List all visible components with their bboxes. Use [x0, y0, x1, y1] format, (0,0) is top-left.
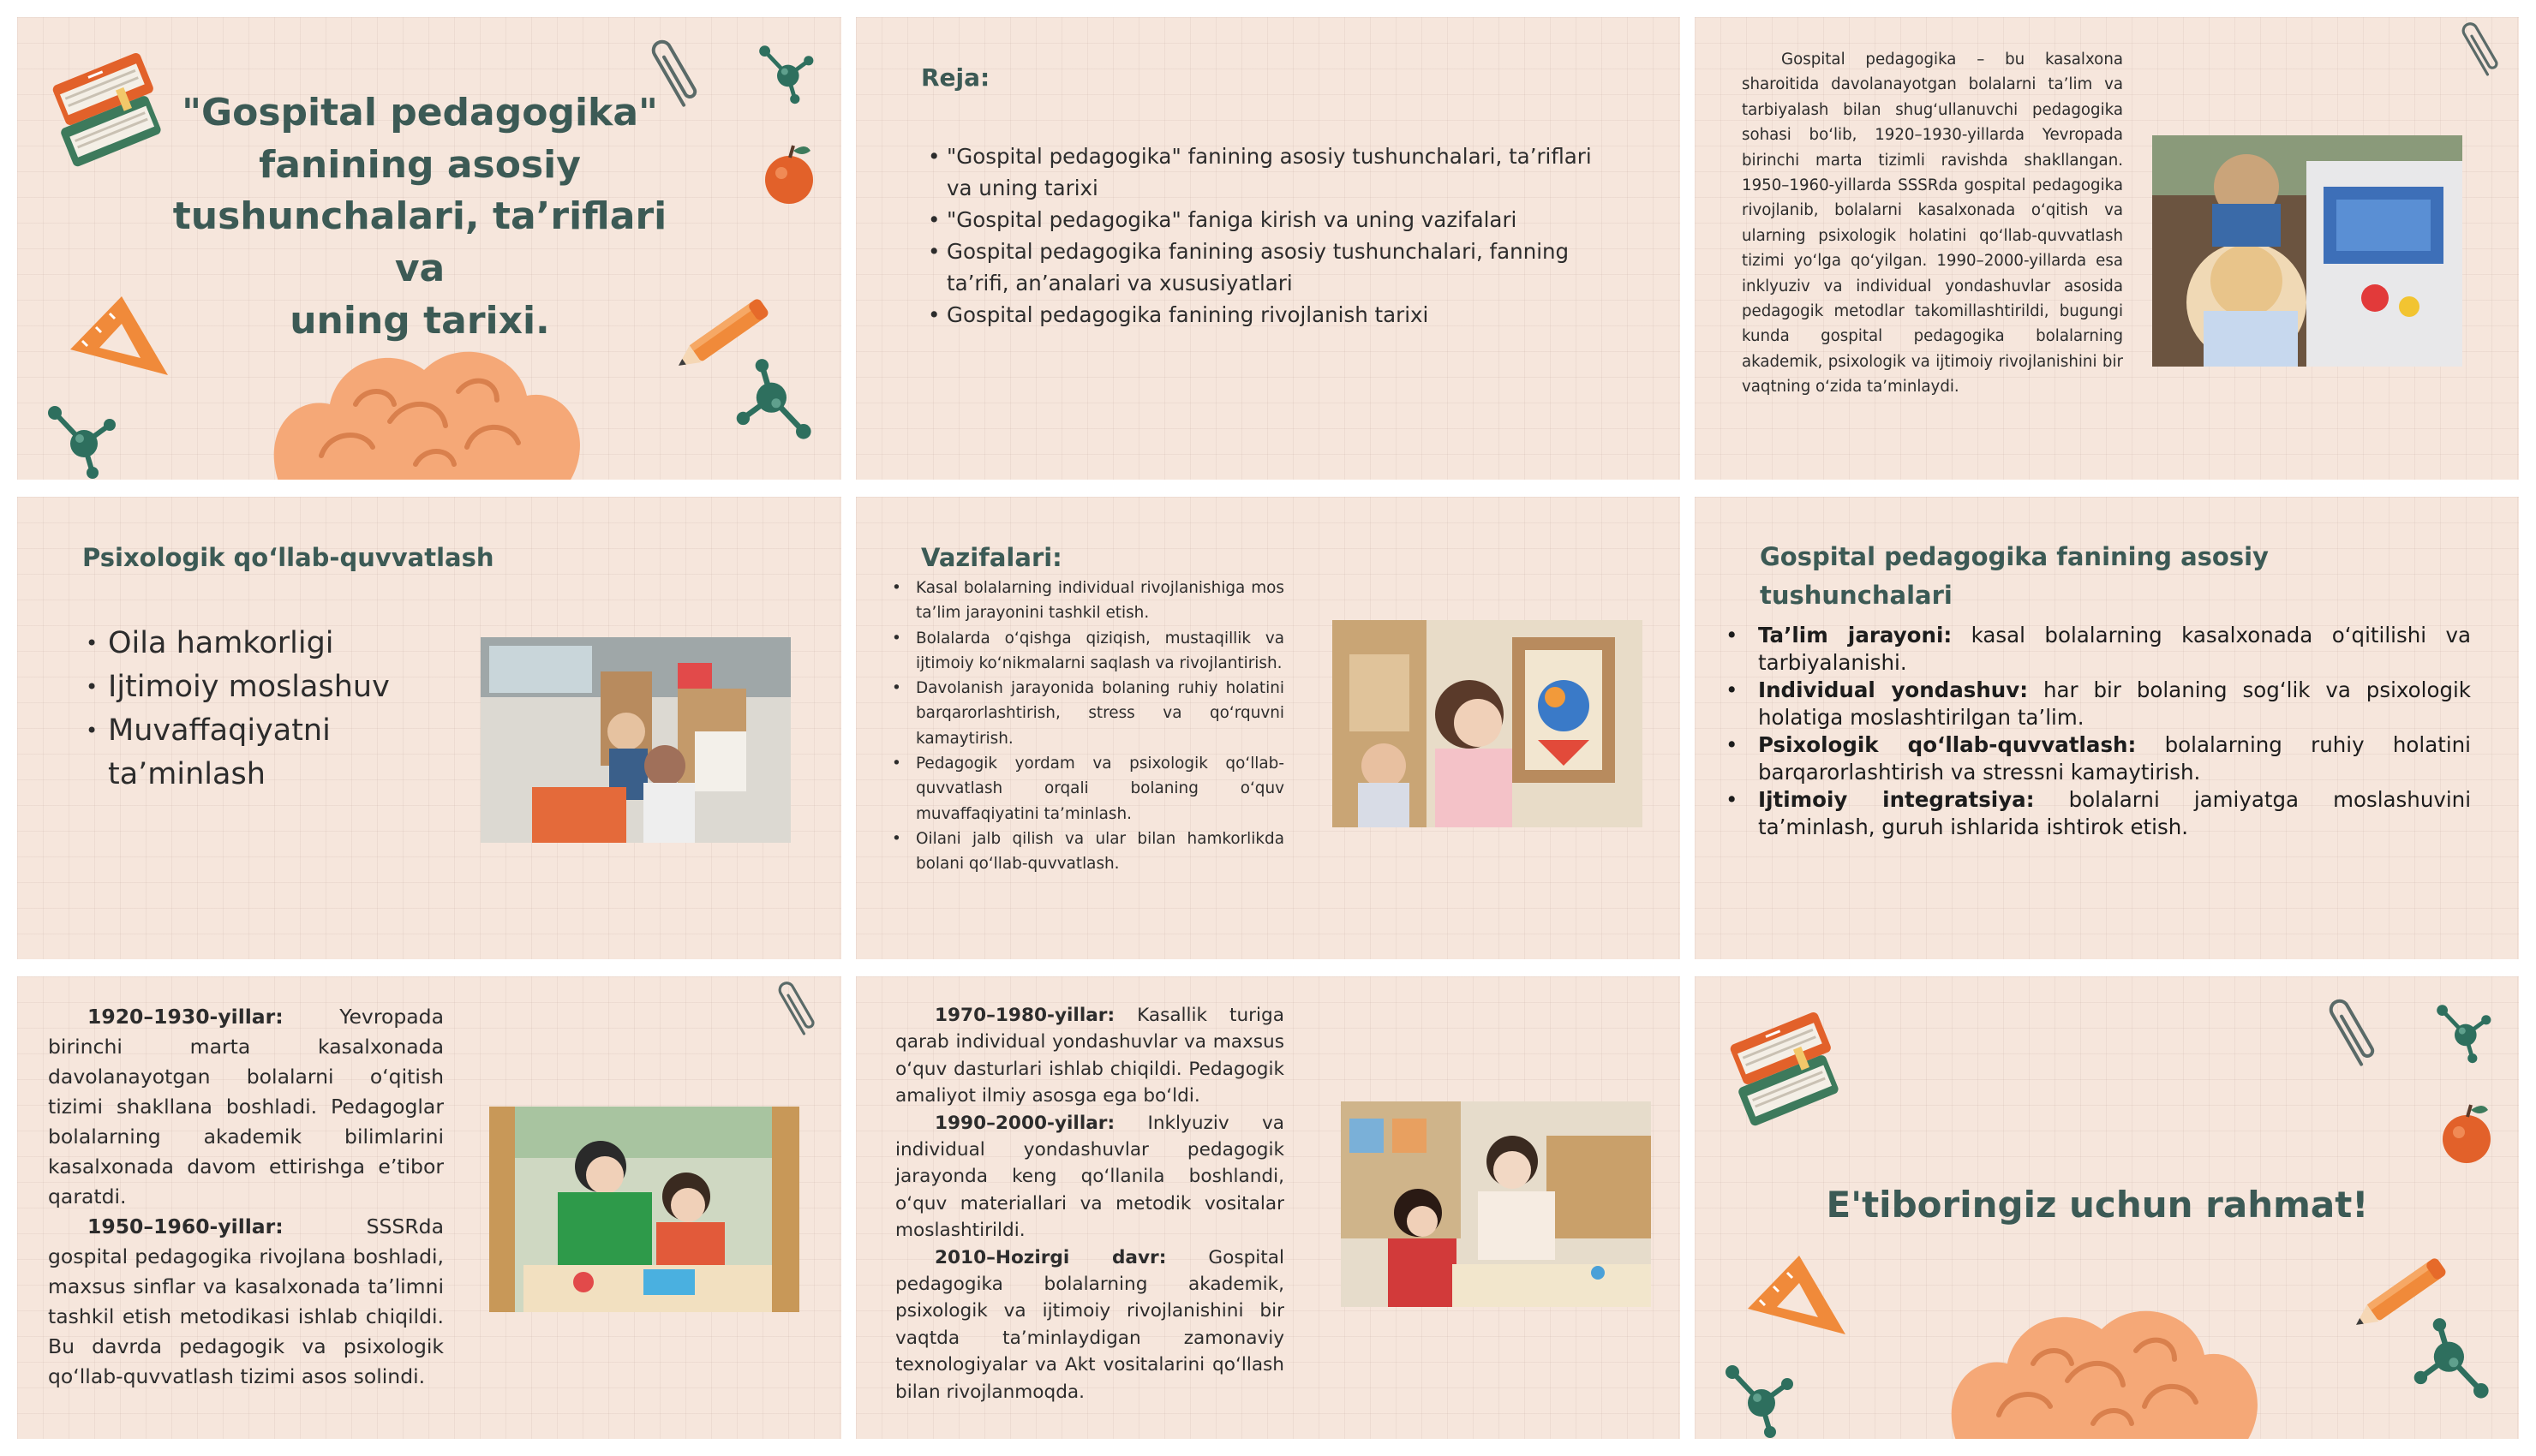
- list-item: • Oila hamkorligi: [86, 626, 334, 660]
- list-item: • Ijtimoiy moslashuv: [86, 670, 390, 704]
- painting-photo: [1332, 620, 1642, 827]
- slide-title: "Gospital pedagogika" fanining asosiy tushunchalari, ta’riflari va uning tarixi.: [172, 91, 667, 343]
- slide-4[interactable]: [17, 497, 841, 959]
- ruler-triangle-icon: [1739, 1249, 1851, 1343]
- slide-heading: Psixologik qo‘llab-quvvatlash: [82, 543, 494, 572]
- list-item: • Psixologik qo‘llab-quvvatlash: bolalarning ruhiy holatini barqarorlashtirish va stressni kamaytirish.: [1726, 732, 2471, 785]
- closing-title: E'tiboringiz uchun rahmat!: [1826, 1184, 2369, 1226]
- list-item: • Davolanish jarayonida bolaning ruhiy holatini barqarorlashtirish, stress va qo‘rquvni kamaytirish.: [892, 679, 1284, 748]
- slide-5[interactable]: [856, 497, 1680, 959]
- list-item: • Individual yondashuv: har bir bolaning sog‘lik va psixologik holatiga moslashtirilgan ta’lim.: [1726, 677, 2471, 730]
- classroom-photo: [2152, 135, 2462, 367]
- slide-3[interactable]: [1695, 17, 2519, 480]
- brain-icon: [261, 327, 587, 480]
- list-item: • Gospital pedagogika fanining rivojlanish tarixi: [928, 302, 1429, 327]
- slide-1[interactable]: [17, 17, 841, 480]
- slide-7[interactable]: [17, 976, 841, 1439]
- list-item: • Kasal bolalarning individual rivojlanishiga mos ta’lim jarayonini tashkil etish.: [892, 579, 1284, 623]
- slide-heading: Gospital pedagogika fanining asosiy tushunchalari: [1760, 542, 2269, 610]
- slide-heading: Vazifalari:: [921, 543, 1062, 572]
- apple-icon: [2437, 1098, 2497, 1167]
- molecule-icon: [750, 36, 818, 104]
- slide-2[interactable]: [856, 17, 1680, 480]
- slide-9[interactable]: [1695, 976, 2519, 1439]
- molecule-icon: [1714, 1353, 1799, 1439]
- list-item: • Pedagogik yordam va psixologik qo‘llab-quvvatlash orqali bolaning o‘quv muvaffaqiyatini ta’minlash.: [892, 755, 1284, 823]
- art-class-photo: [481, 637, 791, 843]
- teacher-lesson-photo: [1341, 1101, 1651, 1307]
- tasks-list: [892, 576, 1284, 877]
- list-item: • Muvaffaqiyatni ta’minlash: [86, 713, 331, 791]
- intro-paragraph: Gospital pedagogika – bu kasalxona sharoitida davolanayotgan bolalarni ta’lim va tarbiyalash bilan shug‘ullanuvchi pedagogika sohasi bo‘lib, 1920–1930-yillarda Yevropada birinchi marta tizimli ravishda shakllangan. 1950–1960-yillarda SSSRda gospital pedagogika rivojlanib, bolalarni kasalxonada o‘qitish va ularning psixologik holatini qo‘llab-quvvatlash tizimi yo‘lga qo‘yilgan. 1990–2000-yillarda esa inklyuziv va individual yondashuvlar asosida pedagogik metodlar takomillashtirildi, bugungi kunda gospital pedagogika bolalarning akademik, psixologik va ijtimoiy rivojlanishini bir vaqtning o‘zida ta’minlaydi.: [1742, 51, 2123, 397]
- slide-8[interactable]: [856, 976, 1680, 1439]
- history-text: 1920–1930-yillar: Yevropada birinchi marta kasalxonada davolanayotgan bolalarni o‘qitish tizimi shakllana boshladi. Pedagoglar bolalarning akademik bilimlarini kasalxonada davom ettirishga e’tibor qaratdi. 1950–1960-yillar: SSSRda gospital pedagogika rivojlana boshladi, maxsus sinflar va kasalxonada ta’limni tashkil etish metodikasi ishlab chiqildi. Bu davrda pedagogik va psixologik qo‘llab-quvvatlash tizimi asos solindi.: [48, 1005, 444, 1388]
- support-list: [86, 622, 394, 797]
- concepts-list: [1726, 622, 2471, 841]
- list-item: • Ijtimoiy integratsiya: bolalarni jamiyatga moslashuvini ta’minlash, guruh ishlarida ishtirok etish.: [1726, 787, 2471, 839]
- plan-list: [928, 140, 1630, 331]
- books-icon: [1719, 1004, 1847, 1141]
- teacher-child-photo: [489, 1107, 799, 1312]
- slide-6[interactable]: [1695, 497, 2519, 959]
- list-item: • "Gospital pedagogika" faniga kirish va uning vazifalari: [928, 207, 1517, 232]
- apple-icon: [759, 139, 819, 207]
- paperclip-icon: [763, 976, 828, 1046]
- molecule-icon: [2407, 1317, 2502, 1411]
- slide-heading: Reja:: [921, 63, 990, 92]
- molecule-icon: [36, 394, 122, 480]
- list-item: • Ta’lim jarayoni: kasal bolalarning kasalxonada o‘qitilishi va tarbiyalanishi.: [1726, 623, 2472, 675]
- list-item: • Gospital pedagogika fanining asosiy tushunchalari, fanning ta’rifi, an’analari va xususiyatlari: [928, 239, 1570, 295]
- history-text: 1970–1980-yillar: Kasallik turiga qarab individual yondashuvlar va maxsus o‘quv dasturlari ishlab chiqildi. Pedagogik amaliyot ilmiy asosga ega bo‘ldi. 1990–2000-yillar: Inklyuziv va individual yondashuvlar pedagogik jarayonda keng qo‘llanila boshlandi, o‘quv materiallari va metodik vositalar moslashtirildi. 2010–Hozirgi davr: Gospital pedagogika bolalarning akademik, psixologik va ijtimoiy rivojlanishini bir vaqtda ta’minlaydigan zamonaviy texnologiyalar va Akt vositalarini qo‘llash bilan rivojlanmoqda.: [895, 1005, 1284, 1403]
- paperclip-icon: [2447, 17, 2511, 87]
- brain-icon: [1939, 1286, 2264, 1439]
- paperclip-icon: [2314, 986, 2387, 1077]
- list-item: • "Gospital pedagogika" fanining asosiy tushunchalari, ta’riflari va uning tarixi: [928, 144, 1592, 200]
- list-item: • Bolalarda o‘qishga qiziqish, mustaqillik va ijtimoiy ko‘nikmalarni saqlash va rivojlantirish.: [892, 629, 1284, 672]
- list-item: • Oilani jalb qilish va ular bilan hamkorlikda bolani qo‘llab-quvvatlash.: [892, 829, 1284, 874]
- molecule-icon: [730, 358, 824, 452]
- molecule-icon: [2427, 995, 2496, 1064]
